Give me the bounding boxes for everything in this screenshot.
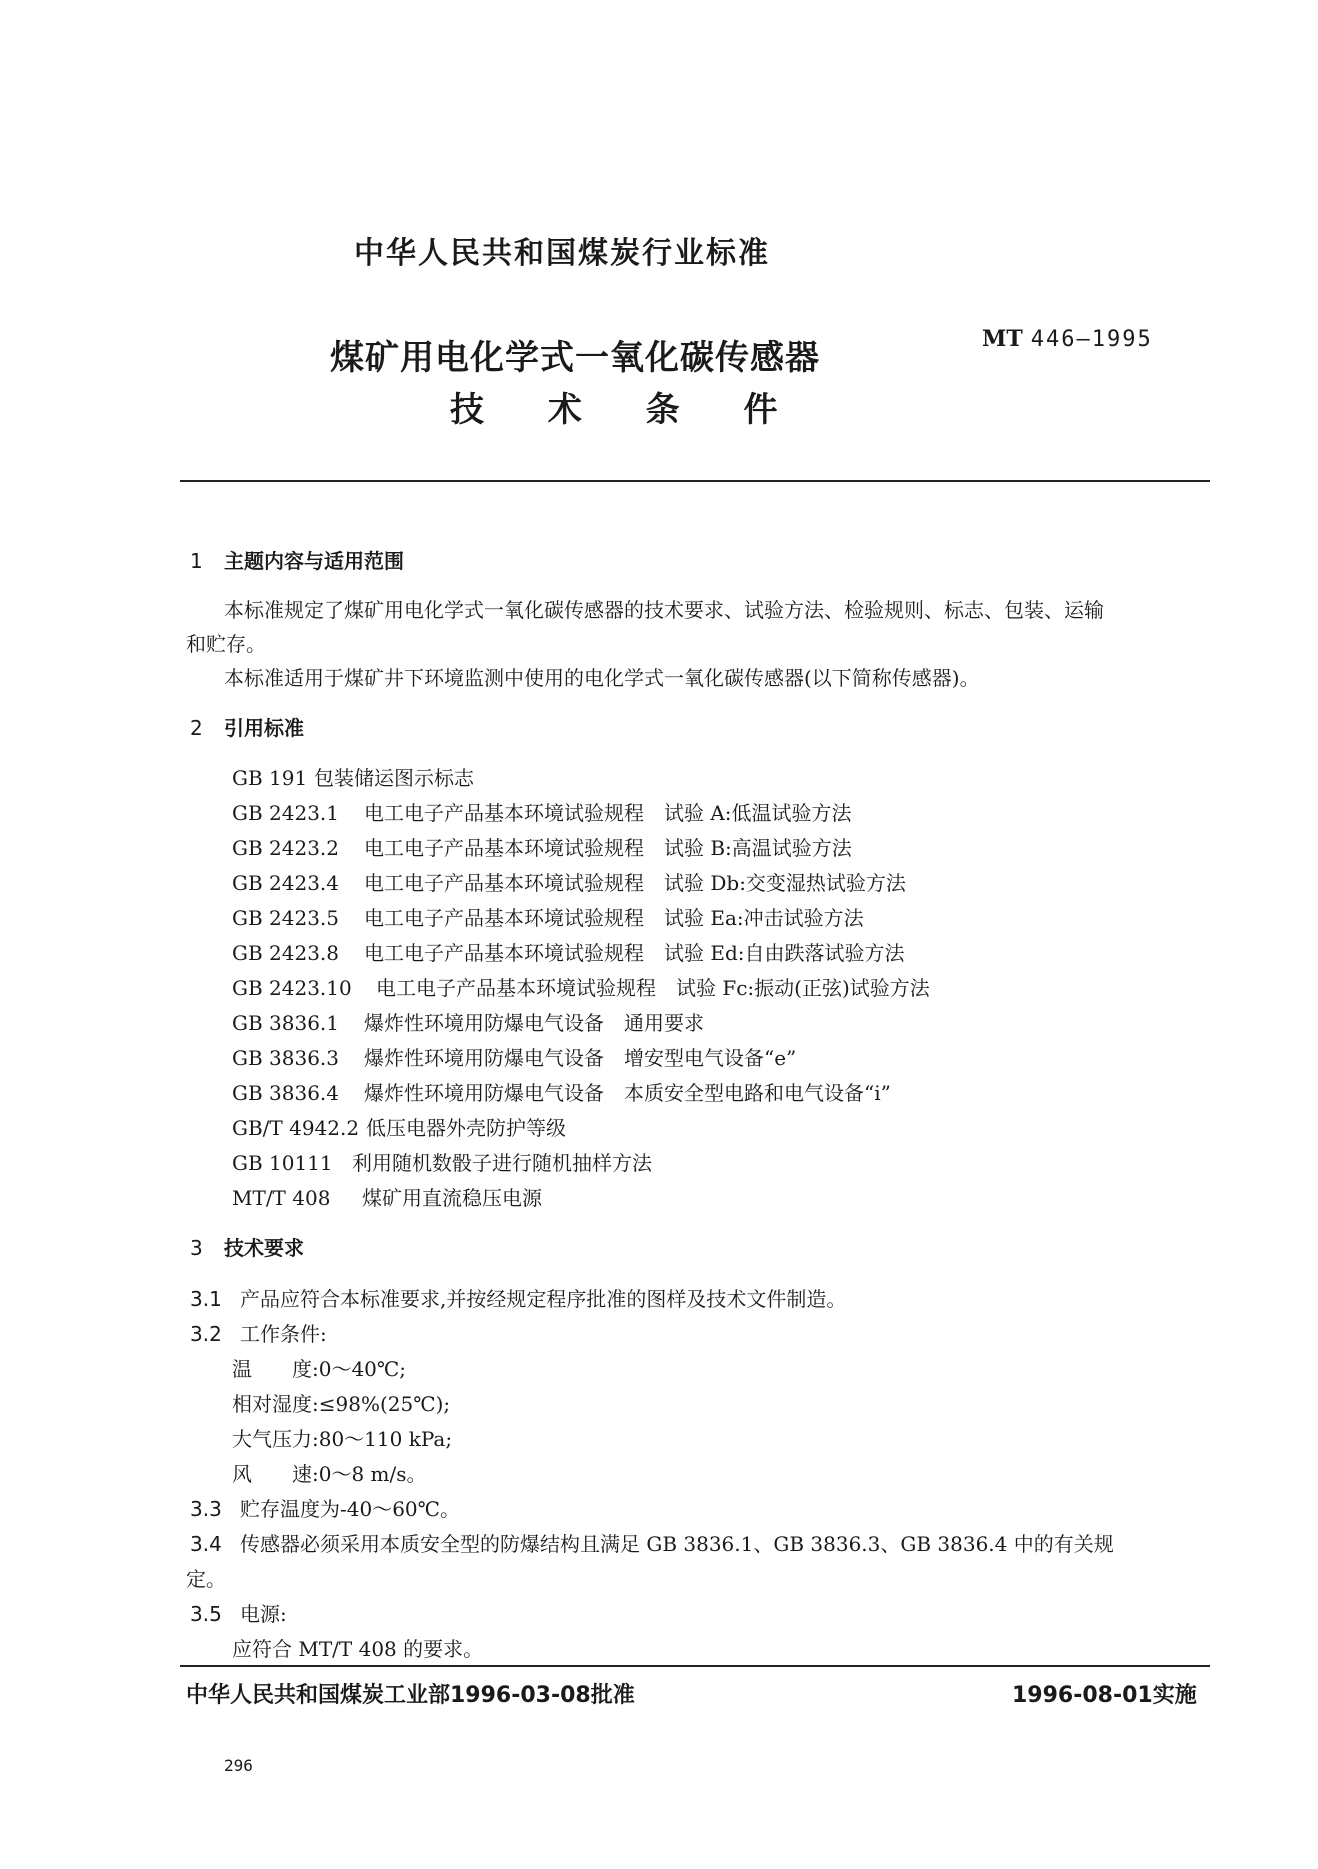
section-3-heading [190,1232,304,1261]
reference-item [232,1147,652,1176]
reference-code: GB 3836.3 [232,1046,340,1070]
reference-name: 电工电子产品基本环境试验规程 试验 Fc:振动(正弦)试验方法 [376,976,930,1000]
reference-code: GB 2423.4 [232,871,340,895]
reference-name: 包装储运图示标志 [314,766,474,790]
reference-name: 电工电子产品基本环境试验规程 试验 Ed:自由跌落试验方法 [364,941,905,965]
reference-item [232,1077,891,1106]
clause-3-5-detail: 应符合 MT/T 408 的要求。 [232,1637,484,1661]
document-title-line1: 煤矿用电化学式一氧化碳传感器 [330,338,820,378]
reference-item [232,1007,704,1036]
reference-item [232,937,905,966]
clause-3-3 [190,1493,460,1522]
section-1-title: 主题内容与适用范围 [224,549,404,573]
header-divider [180,480,1210,482]
reference-code: GB/T 4942.2 [232,1116,360,1140]
reference-code: GB 2423.10 [232,976,352,1000]
reference-name: 电工电子产品基本环境试验规程 试验 B:高温试验方法 [364,836,852,860]
condition-humidity: 相对湿度:≤98%(25℃); [232,1392,451,1416]
clause-3-5 [190,1598,287,1627]
standard-code-prefix: MT [982,326,1023,352]
reference-name: 爆炸性环境用防爆电气设备 通用要求 [364,1011,704,1035]
clause-text: 电源: [240,1602,287,1626]
reference-code: GB 2423.1 [232,801,340,825]
reference-code: GB 2423.5 [232,906,340,930]
reference-item [232,972,930,1001]
standard-type-header: 中华人民共和国煤炭行业标准 [354,236,770,271]
reference-name: 电工电子产品基本环境试验规程 试验 A:低温试验方法 [364,801,852,825]
clause-number: 3.5 [190,1602,222,1626]
section-1-number: 1 [190,549,203,573]
reference-name: 电工电子产品基本环境试验规程 试验 Ea:冲击试验方法 [364,906,864,930]
reference-code: GB 10111 [232,1151,333,1175]
section-1-para1-line2: 和贮存。 [186,632,266,656]
standard-code-number: 446—1995 [1030,327,1153,352]
clause-3-4 [190,1528,1114,1557]
section-2-number: 2 [190,716,203,740]
reference-name: 低压电器外壳防护等级 [366,1116,566,1140]
clause-3-2 [190,1318,327,1347]
clause-text: 产品应符合本标准要求,并按经规定程序批准的图样及技术文件制造。 [240,1287,847,1311]
condition-temperature: 温 度:0～40℃; [232,1357,407,1381]
reference-name: 爆炸性环境用防爆电气设备 本质安全型电路和电气设备“i” [364,1081,891,1105]
section-3-number: 3 [190,1236,203,1260]
clause-number: 3.3 [190,1497,222,1521]
clause-3-4-continuation: 定。 [186,1567,226,1591]
approval-statement: 中华人民共和国煤炭工业部1996-03-08批准 [186,1683,635,1708]
reference-code: GB 3836.4 [232,1081,340,1105]
reference-item [232,1112,566,1141]
reference-name: 煤矿用直流稳压电源 [362,1186,542,1210]
reference-item [232,832,852,861]
footer-divider [180,1665,1210,1667]
reference-item [232,797,852,826]
clause-3-1 [190,1283,846,1312]
section-1-para2: 本标准适用于煤矿井下环境监测中使用的电化学式一氧化碳传感器(以下简称传感器)。 [224,666,980,690]
condition-pressure: 大气压力:80～110 kPa; [232,1427,453,1451]
reference-code: MT/T 408 [232,1186,331,1210]
clause-text: 传感器必须采用本质安全型的防爆结构且满足 GB 3836.1、GB 3836.3、GB 3836.4 中的有关规 [240,1532,1114,1556]
reference-item [232,902,864,931]
reference-item [232,762,474,791]
clause-number: 3.1 [190,1287,222,1311]
document-title-line2: 技 术 条 件 [450,390,804,430]
standard-code [982,326,1153,352]
section-1-heading [190,545,404,574]
reference-code: GB 3836.1 [232,1011,340,1035]
page-number: 296 [224,1756,253,1775]
reference-code: GB 2423.2 [232,836,340,860]
clause-text: 工作条件: [240,1322,327,1346]
clause-number: 3.4 [190,1532,222,1556]
reference-name: 电工电子产品基本环境试验规程 试验 Db:交变湿热试验方法 [364,871,906,895]
clause-number: 3.2 [190,1322,222,1346]
section-1-para1-line1: 本标准规定了煤矿用电化学式一氧化碳传感器的技术要求、试验方法、检验规则、标志、包装、运输 [224,598,1104,622]
clause-text: 贮存温度为-40～60℃。 [240,1497,461,1521]
reference-item [232,1042,796,1071]
reference-name: 爆炸性环境用防爆电气设备 增安型电气设备“e” [364,1046,797,1070]
reference-item [232,1182,542,1211]
section-3-title: 技术要求 [224,1236,304,1260]
effective-date: 1996-08-01实施 [1012,1683,1197,1708]
reference-code: GB 2423.8 [232,941,340,965]
reference-item [232,867,906,896]
reference-name: 利用随机数骰子进行随机抽样方法 [352,1151,652,1175]
section-2-heading [190,712,304,741]
condition-wind-speed: 风 速:0～8 m/s。 [232,1462,427,1486]
section-2-title: 引用标准 [224,716,304,740]
reference-code: GB 191 [232,766,308,790]
